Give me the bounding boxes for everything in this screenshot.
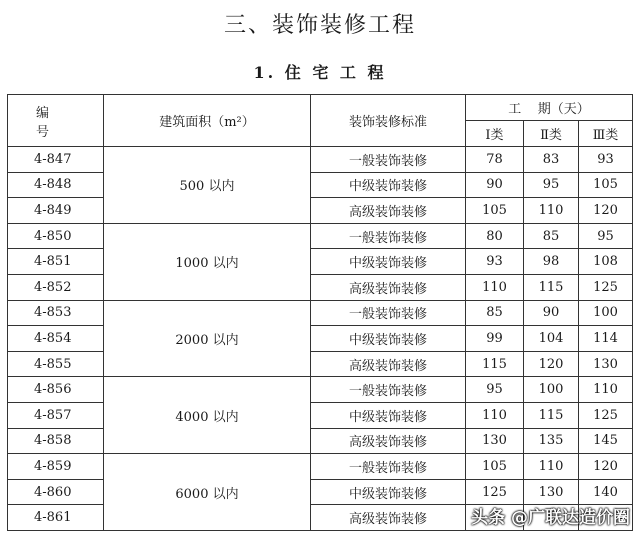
cell-class-2: 110 bbox=[524, 454, 579, 480]
cell-class-1: 78 bbox=[466, 147, 524, 173]
cell-class-2: 83 bbox=[524, 147, 579, 173]
cell-class-1: 105 bbox=[466, 198, 524, 224]
cell-class-2: 100 bbox=[524, 377, 579, 403]
cell-class-1: 90 bbox=[466, 172, 524, 198]
cell-code: 4-856 bbox=[8, 377, 104, 403]
header-area: 建筑面积（m²） bbox=[104, 95, 311, 147]
cell-class-1: 80 bbox=[466, 223, 524, 249]
table-row bbox=[8, 223, 633, 249]
cell-class-3: 120 bbox=[579, 198, 633, 224]
header-class-1: Ⅰ类 bbox=[466, 121, 524, 147]
cell-class-1: 125 bbox=[466, 479, 524, 505]
cell-area: 6000 以内 bbox=[104, 454, 311, 531]
cell-class-2: 110 bbox=[524, 198, 579, 224]
header-period: 工 期（天） bbox=[466, 95, 633, 121]
cell-standard: 一般装饰装修 bbox=[311, 377, 466, 403]
table-row bbox=[8, 351, 633, 377]
cell-class-2: 115 bbox=[524, 402, 579, 428]
table-row bbox=[8, 172, 633, 198]
table-row bbox=[8, 300, 633, 326]
cell-standard: 高级装饰装修 bbox=[311, 428, 466, 454]
cell-class-2: 95 bbox=[524, 172, 579, 198]
cell-class-1: 99 bbox=[466, 326, 524, 352]
table-row bbox=[8, 402, 633, 428]
cell-area: 1000 以内 bbox=[104, 223, 311, 300]
cell-class-3: 110 bbox=[579, 377, 633, 403]
cell-code: 4-849 bbox=[8, 198, 104, 224]
cell-class-3: 100 bbox=[579, 300, 633, 326]
table-row bbox=[8, 326, 633, 352]
table-row bbox=[8, 274, 633, 300]
cell-code: 4-857 bbox=[8, 402, 104, 428]
cell-code: 4-853 bbox=[8, 300, 104, 326]
header-code: 编 号 bbox=[8, 95, 104, 147]
cell-class-3: 140 bbox=[579, 479, 633, 505]
cell-code: 4-852 bbox=[8, 274, 104, 300]
cell-area: 500 以内 bbox=[104, 147, 311, 224]
cell-class-2: 90 bbox=[524, 300, 579, 326]
cell-standard: 高级装饰装修 bbox=[311, 274, 466, 300]
cell-class-3: 105 bbox=[579, 172, 633, 198]
cell-class-1: 110 bbox=[466, 402, 524, 428]
header-class-3: Ⅲ类 bbox=[579, 121, 633, 147]
table-body bbox=[8, 147, 633, 531]
cell-standard: 一般装饰装修 bbox=[311, 223, 466, 249]
cell-class-2: 115 bbox=[524, 274, 579, 300]
cell-standard: 一般装饰装修 bbox=[311, 147, 466, 173]
cell-code: 4-847 bbox=[8, 147, 104, 173]
cell-class-3: 108 bbox=[579, 249, 633, 275]
section-title: 三、装饰装修工程 bbox=[223, 13, 416, 38]
table-row bbox=[8, 198, 633, 224]
cell-class-3: 120 bbox=[579, 454, 633, 480]
cell-standard: 中级装饰装修 bbox=[311, 326, 466, 352]
cell-class-1: 115 bbox=[466, 351, 524, 377]
cell-standard: 高级装饰装修 bbox=[311, 198, 466, 224]
table-row bbox=[8, 377, 633, 403]
cell-code: 4-859 bbox=[8, 454, 104, 480]
cell-class-3: 125 bbox=[579, 274, 633, 300]
cell-standard: 中级装饰装修 bbox=[311, 479, 466, 505]
cell-code: 4-851 bbox=[8, 249, 104, 275]
cell-code: 4-860 bbox=[8, 479, 104, 505]
cell-area: 4000 以内 bbox=[104, 377, 311, 454]
table-row bbox=[8, 454, 633, 480]
cell-class-3: 93 bbox=[579, 147, 633, 173]
sub-title: 1. 住 宅 工 程 bbox=[253, 63, 387, 82]
cell-code: 4-861 bbox=[8, 505, 104, 531]
cell-standard: 一般装饰装修 bbox=[311, 454, 466, 480]
cell-class-1: 85 bbox=[466, 300, 524, 326]
cell-class-2: 98 bbox=[524, 249, 579, 275]
table-row bbox=[8, 249, 633, 275]
cell-class-3: 145 bbox=[579, 428, 633, 454]
cell-class-3: 114 bbox=[579, 326, 633, 352]
cell-class-1: 110 bbox=[466, 274, 524, 300]
cell-standard: 高级装饰装修 bbox=[311, 351, 466, 377]
header-class-2: Ⅱ类 bbox=[524, 121, 579, 147]
construction-period-table bbox=[7, 94, 633, 531]
cell-standard: 一般装饰装修 bbox=[311, 300, 466, 326]
cell-class-2: 130 bbox=[524, 479, 579, 505]
table-row bbox=[8, 479, 633, 505]
cell-class-2: 104 bbox=[524, 326, 579, 352]
cell-code: 4-854 bbox=[8, 326, 104, 352]
header-standard: 装饰装修标准 bbox=[311, 95, 466, 147]
cell-code: 4-858 bbox=[8, 428, 104, 454]
cell-code: 4-855 bbox=[8, 351, 104, 377]
cell-class-1: 95 bbox=[466, 377, 524, 403]
cell-class-3: 125 bbox=[579, 402, 633, 428]
table-row bbox=[8, 428, 633, 454]
cell-class-1: 105 bbox=[466, 454, 524, 480]
cell-standard: 高级装饰装修 bbox=[311, 505, 466, 531]
cell-class-3: 95 bbox=[579, 223, 633, 249]
cell-standard: 中级装饰装修 bbox=[311, 249, 466, 275]
cell-standard: 中级装饰装修 bbox=[311, 172, 466, 198]
cell-class-2: 85 bbox=[524, 223, 579, 249]
cell-class-2: 135 bbox=[524, 428, 579, 454]
watermark: 头条 @广联达造价圈 bbox=[471, 508, 630, 528]
cell-class-3: 130 bbox=[579, 351, 633, 377]
cell-class-1: 93 bbox=[466, 249, 524, 275]
cell-code: 4-848 bbox=[8, 172, 104, 198]
cell-class-1: 130 bbox=[466, 428, 524, 454]
cell-standard: 中级装饰装修 bbox=[311, 402, 466, 428]
cell-area: 2000 以内 bbox=[104, 300, 311, 377]
cell-code: 4-850 bbox=[8, 223, 104, 249]
table-row bbox=[8, 147, 633, 173]
cell-class-2: 120 bbox=[524, 351, 579, 377]
